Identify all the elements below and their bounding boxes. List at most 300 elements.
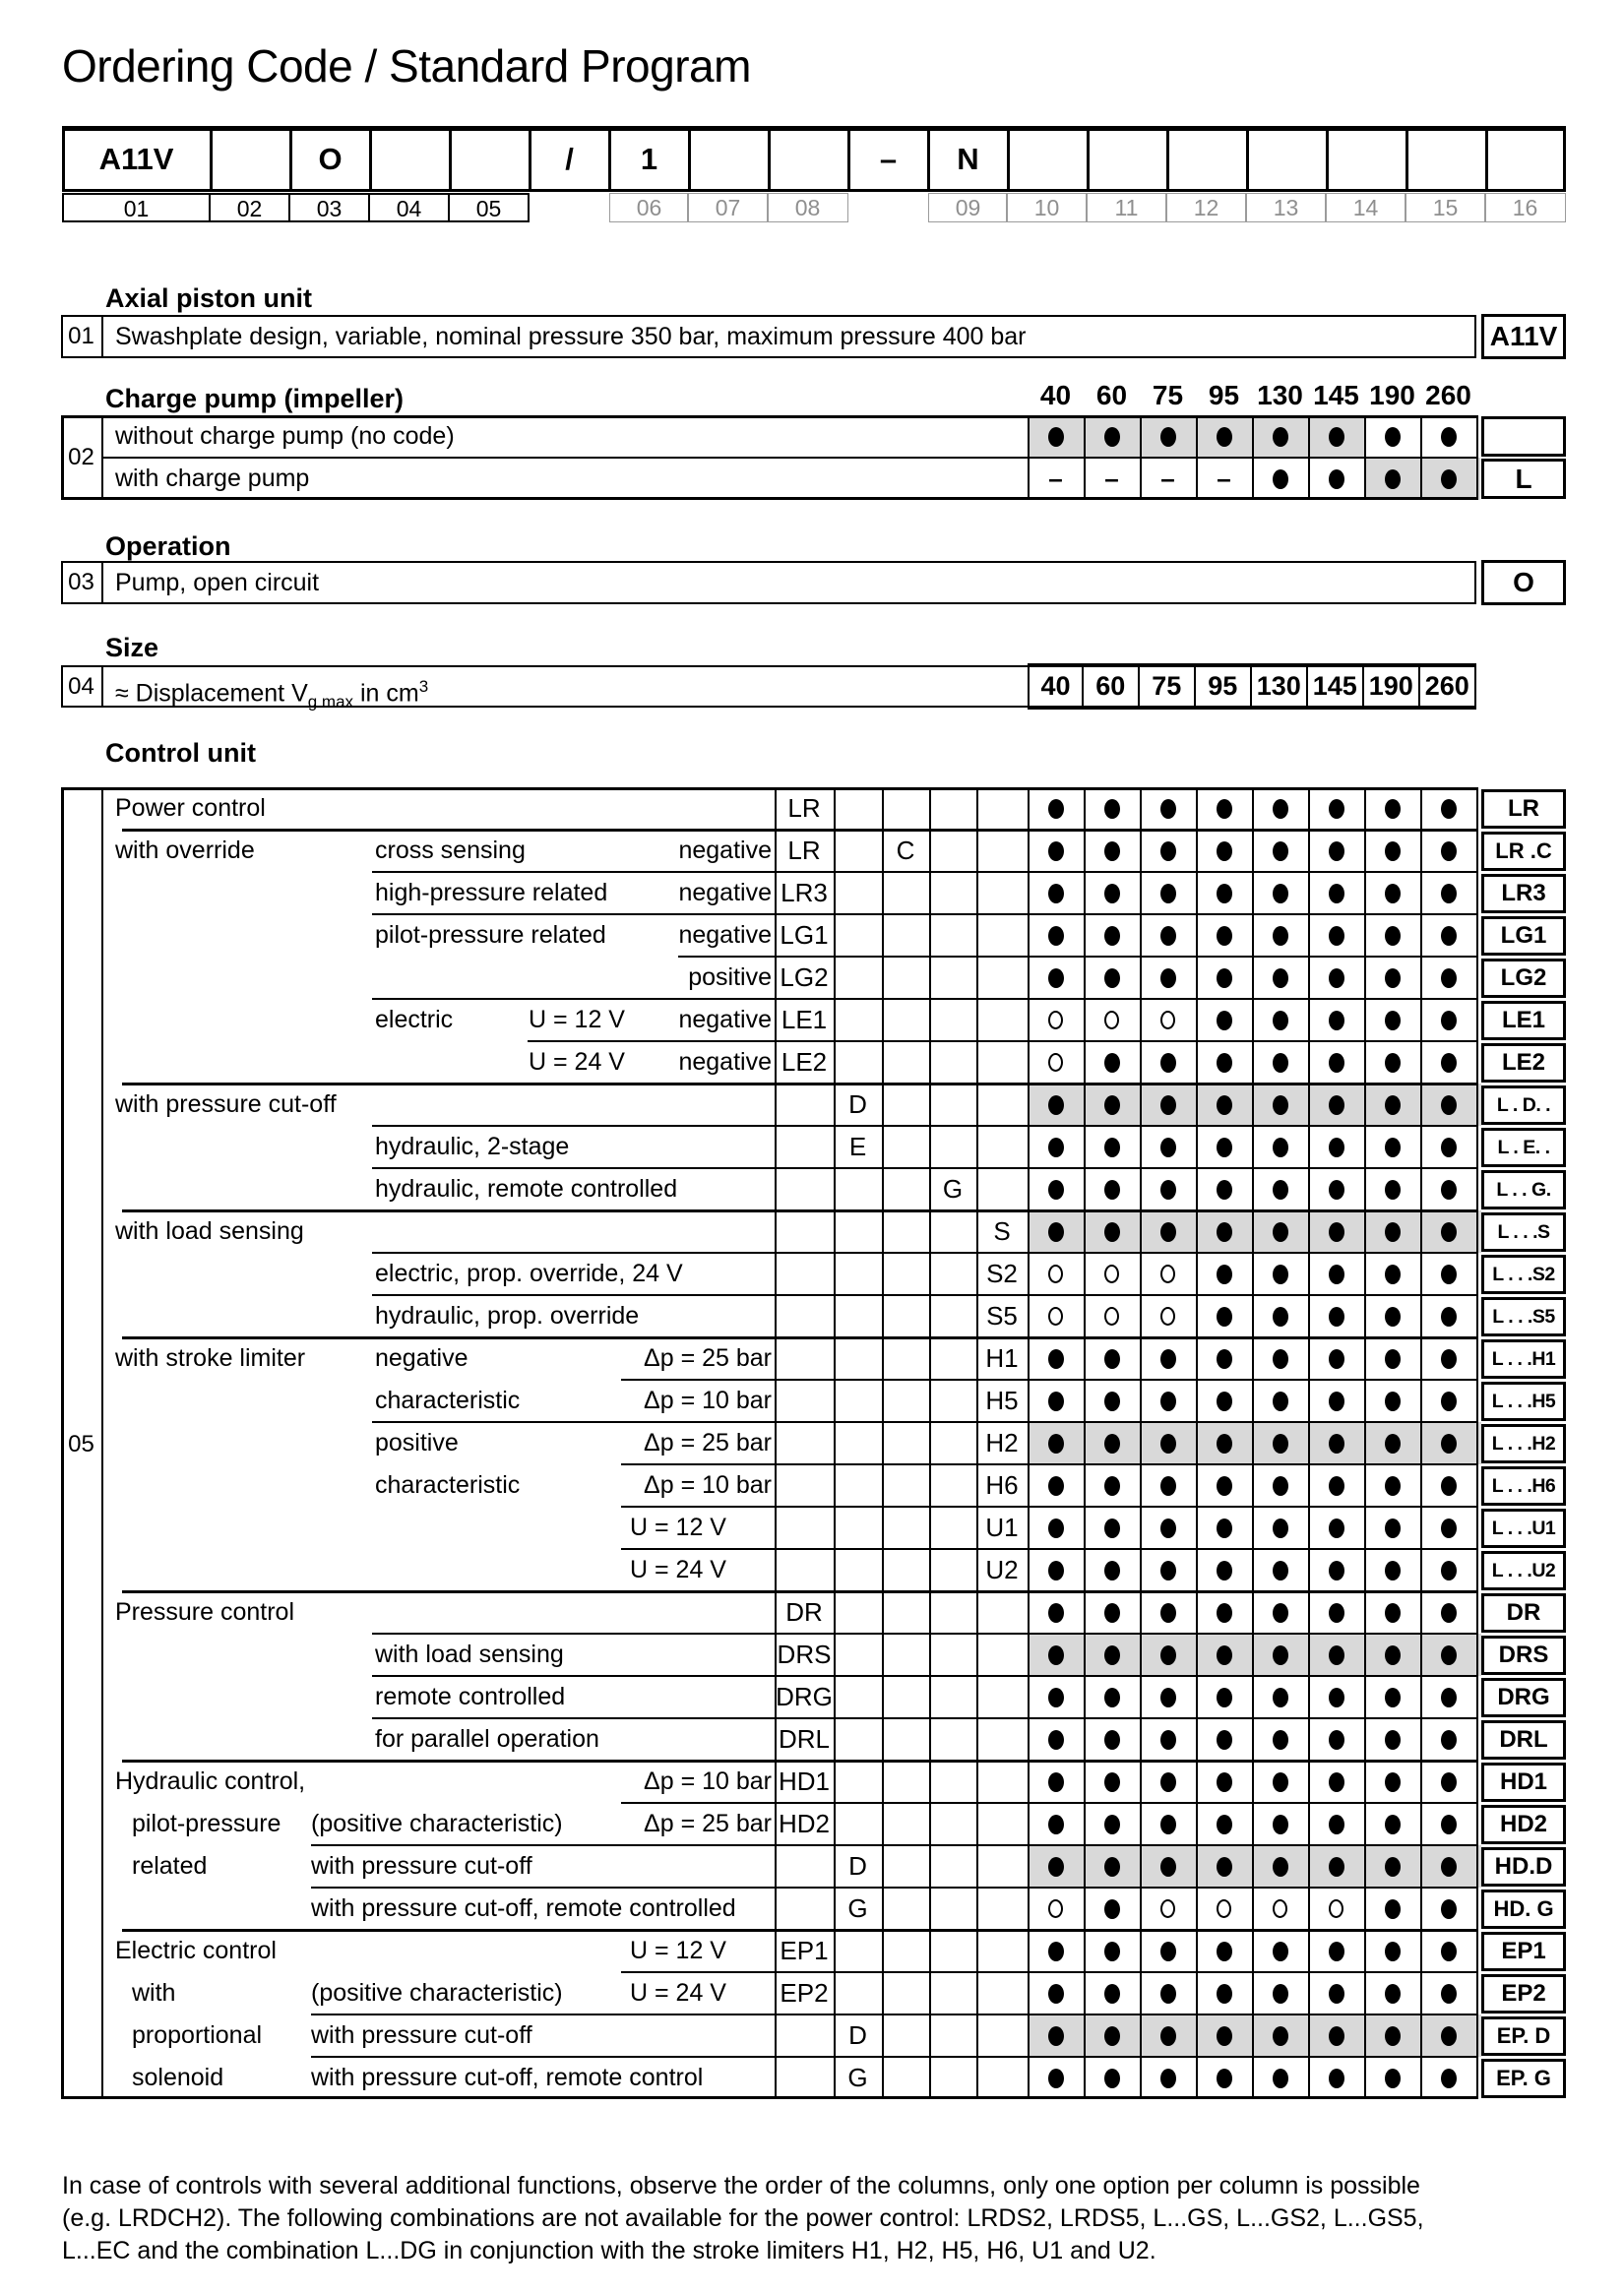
ordering-code-cell [1167, 128, 1247, 191]
code-col-divider [1028, 787, 1030, 2099]
control-code-letter: LR3 [781, 878, 828, 907]
model-code-cell: EP. D [1481, 2016, 1566, 2056]
availability-dash: – [1217, 464, 1231, 493]
control-desc-level2: with pressure cut-off [311, 1852, 532, 1880]
availability-filled-dot [1160, 799, 1176, 819]
availability-filled-dot [1048, 1815, 1064, 1834]
availability-open-dot [1104, 1265, 1119, 1283]
model-code-cell: L . . .S2 [1481, 1255, 1566, 1294]
availability-filled-dot [1273, 1307, 1288, 1327]
availability-filled-dot [1441, 1053, 1457, 1073]
size-column-header: 260 [1425, 380, 1471, 410]
availability-filled-dot [1217, 1138, 1232, 1157]
model-code-cell: HD.D [1481, 1847, 1566, 1887]
availability-filled-dot [1385, 926, 1401, 946]
row-size [61, 665, 1566, 712]
availability-filled-dot [1273, 1011, 1288, 1030]
row-shading [1028, 1210, 1481, 1253]
model-code-cell: L . . .H6 [1481, 1466, 1566, 1506]
control-desc-level1: solenoid [132, 2064, 224, 2091]
size-col-divider [1420, 787, 1422, 2099]
control-desc-characteristic: Δp = 10 bar [644, 1767, 772, 1795]
availability-filled-dot [1217, 1603, 1232, 1623]
availability-filled-dot [1048, 1180, 1064, 1200]
control-desc-level1: with stroke limiter [115, 1344, 306, 1372]
availability-filled-dot [1048, 1349, 1064, 1369]
availability-filled-dot [1160, 1476, 1176, 1496]
availability-filled-dot [1217, 1942, 1232, 1961]
row-shading [1028, 1422, 1481, 1464]
ordering-code-position-number: 16 [1484, 193, 1566, 222]
availability-open-dot [1048, 1899, 1063, 1918]
availability-filled-dot [1048, 1942, 1064, 1961]
availability-filled-dot [1104, 884, 1120, 903]
availability-filled-dot [1441, 1984, 1457, 2004]
availability-open-dot [1160, 1011, 1175, 1029]
control-desc-characteristic: Δp = 25 bar [644, 1810, 772, 1837]
control-desc-level2: with load sensing [375, 1641, 564, 1668]
control-desc-level1: pilot-pressure [132, 1810, 281, 1837]
model-code-cell: LR .C [1481, 832, 1566, 871]
row-operation [61, 561, 1566, 604]
availability-filled-dot [1217, 1180, 1232, 1200]
availability-filled-dot [1329, 1011, 1344, 1030]
section-heading-control-unit: Control unit [105, 738, 256, 768]
availability-open-dot [1273, 1899, 1287, 1918]
availability-filled-dot [1217, 1222, 1232, 1242]
availability-filled-dot [1273, 1645, 1288, 1665]
availability-filled-dot [1385, 427, 1401, 447]
availability-filled-dot [1273, 1984, 1288, 2004]
model-code-cell: L . . G. [1481, 1170, 1566, 1209]
model-code-cell: HD1 [1481, 1763, 1566, 1802]
availability-filled-dot [1273, 2026, 1288, 2046]
availability-filled-dot [1160, 1815, 1176, 1834]
availability-filled-dot [1329, 1265, 1344, 1284]
availability-filled-dot [1048, 1434, 1064, 1454]
size-desc-superscript: 3 [418, 677, 429, 696]
availability-filled-dot [1104, 1434, 1120, 1454]
model-code-cell: L . . .S5 [1481, 1297, 1566, 1336]
size-header-row [61, 380, 1566, 411]
control-desc-level1: with pressure cut-off [115, 1090, 337, 1118]
ordering-code-position-number: 04 [368, 193, 450, 222]
availability-filled-dot [1441, 1772, 1457, 1792]
availability-filled-dot [1385, 1476, 1401, 1496]
control-code-letter: DR [785, 1597, 823, 1627]
row-rule [528, 1040, 1476, 1042]
availability-filled-dot [1441, 968, 1457, 988]
ordering-code-position-number: 05 [448, 193, 530, 222]
availability-filled-dot [1385, 2026, 1401, 2046]
control-desc-level1: with load sensing [115, 1217, 304, 1245]
ordering-code-cell [1406, 128, 1486, 191]
control-code-letter: LG2 [780, 962, 829, 992]
size-value-box: 95 [1194, 663, 1253, 710]
availability-filled-dot [1217, 1349, 1232, 1369]
availability-filled-dot [1104, 1138, 1120, 1157]
availability-filled-dot [1329, 1645, 1344, 1665]
size-column-header: 190 [1369, 380, 1415, 410]
ordering-code-position-number: 15 [1405, 193, 1486, 222]
availability-filled-dot [1329, 926, 1344, 946]
size-column-header: 40 [1039, 380, 1072, 410]
availability-filled-dot [1273, 884, 1288, 903]
availability-filled-dot [1217, 799, 1232, 819]
model-code-cell: LR [1481, 789, 1566, 829]
row-number: 01 [68, 323, 94, 349]
control-code-letter: G [942, 1174, 964, 1204]
availability-filled-dot [1385, 1857, 1401, 1877]
ordering-code-position-number: 08 [767, 193, 848, 222]
availability-filled-dot [1329, 841, 1344, 861]
availability-filled-dot [1441, 1942, 1457, 1961]
availability-filled-dot [1160, 1518, 1176, 1538]
control-code-letter: LE1 [781, 1005, 828, 1034]
availability-filled-dot [1160, 1561, 1176, 1580]
availability-filled-dot [1217, 1307, 1232, 1327]
availability-filled-dot [1385, 1561, 1401, 1580]
control-desc-characteristic: negative [678, 921, 772, 949]
control-desc-level2: characteristic [375, 1387, 521, 1414]
row-description: Swashplate design, variable, nominal pressure 350 bar, maximum pressure 400 bar [115, 323, 1027, 350]
availability-filled-dot [1329, 1095, 1344, 1115]
ordering-code-position-number: 07 [687, 193, 769, 222]
ordering-code-position-number: 03 [288, 193, 370, 222]
availability-filled-dot [1104, 1180, 1120, 1200]
ordering-code-cell [1088, 128, 1167, 191]
control-code-letter: D [848, 2020, 867, 2050]
availability-filled-dot [1441, 884, 1457, 903]
availability-filled-dot [1273, 968, 1288, 988]
model-code-cell: HD. G [1481, 1890, 1566, 1929]
row-rule [122, 1336, 1476, 1339]
size-col-divider [1420, 415, 1422, 500]
availability-filled-dot [1048, 1857, 1064, 1877]
availability-filled-dot [1273, 1349, 1288, 1369]
control-desc-level2: for parallel operation [375, 1725, 599, 1753]
footer-line-1: In case of controls with several additional functions, observe the order of the columns, only one option per column is possible [62, 2172, 1420, 2200]
availability-filled-dot [1329, 1392, 1344, 1411]
control-code-letter: D [848, 1851, 867, 1881]
availability-open-dot [1329, 1899, 1343, 1918]
model-code-cell: LR3 [1481, 874, 1566, 913]
availability-filled-dot [1217, 1518, 1232, 1538]
model-code-cell: L . . .H5 [1481, 1382, 1566, 1421]
row-num-divider [101, 787, 103, 2099]
availability-filled-dot [1329, 1603, 1344, 1623]
availability-filled-dot [1273, 1518, 1288, 1538]
size-value-box: 40 [1028, 663, 1084, 710]
availability-filled-dot [1048, 968, 1064, 988]
control-code-letter: LR [787, 793, 821, 823]
control-code-letter: LG1 [780, 920, 829, 950]
control-desc-voltage: U = 24 V [529, 1048, 625, 1076]
availability-filled-dot [1329, 1349, 1344, 1369]
control-code-letter: H1 [985, 1343, 1019, 1373]
availability-filled-dot [1441, 1561, 1457, 1580]
size-value-box: 130 [1250, 663, 1309, 710]
section-heading-charge-pump: Charge pump (impeller) [105, 384, 405, 413]
control-desc-level2: cross sensing [375, 837, 526, 864]
section-heading-operation: Operation [105, 531, 231, 561]
control-desc-level1: proportional [132, 2021, 263, 2049]
availability-filled-dot [1217, 1561, 1232, 1580]
size-value-box: 260 [1418, 663, 1477, 710]
availability-filled-dot [1329, 1518, 1344, 1538]
availability-filled-dot [1104, 1095, 1120, 1115]
availability-filled-dot [1441, 469, 1457, 489]
availability-filled-dot [1217, 1688, 1232, 1707]
control-code-letter: EP1 [780, 1936, 829, 1965]
ordering-code-position-number: 11 [1086, 193, 1167, 222]
availability-filled-dot [1385, 1222, 1401, 1242]
control-code-letter: S [993, 1216, 1011, 1246]
availability-filled-dot [1329, 2069, 1344, 2088]
control-desc-level2: characteristic [375, 1471, 521, 1499]
availability-filled-dot [1160, 968, 1176, 988]
availability-filled-dot [1329, 1942, 1344, 1961]
availability-filled-dot [1385, 1772, 1401, 1792]
model-code-cell: L . . .S [1481, 1212, 1566, 1252]
availability-filled-dot [1160, 1349, 1176, 1369]
control-unit-table [61, 787, 1566, 2099]
availability-filled-dot [1273, 1434, 1288, 1454]
control-desc-level2: electric, prop. override, 24 V [375, 1260, 683, 1287]
row-number: 04 [68, 673, 94, 700]
availability-filled-dot [1048, 1095, 1064, 1115]
model-code-cell: DRG [1481, 1678, 1566, 1717]
availability-filled-dot [1160, 1222, 1176, 1242]
model-code-cell: HD2 [1481, 1805, 1566, 1844]
availability-filled-dot [1441, 1899, 1457, 1919]
row-shading [1028, 2014, 1481, 2057]
control-desc-level1: Pressure control [115, 1598, 295, 1626]
section-heading-size: Size [105, 633, 159, 662]
availability-dash: – [1104, 464, 1119, 493]
size-col-divider [1364, 415, 1366, 500]
row-rule [621, 1971, 1476, 1973]
availability-filled-dot [1273, 1392, 1288, 1411]
model-code-cell: EP2 [1481, 1974, 1566, 2014]
availability-filled-dot [1273, 469, 1288, 489]
availability-filled-dot [1329, 968, 1344, 988]
row-rule [372, 1421, 1476, 1423]
size-col-divider [1476, 787, 1478, 2099]
availability-filled-dot [1160, 884, 1176, 903]
availability-filled-dot [1217, 1772, 1232, 1792]
control-desc-level2: hydraulic, remote controlled [375, 1175, 678, 1203]
size-col-divider [1252, 787, 1254, 2099]
availability-filled-dot [1048, 1138, 1064, 1157]
availability-filled-dot [1273, 427, 1288, 447]
model-code-cell: LE2 [1481, 1043, 1566, 1083]
control-desc-level1: Hydraulic control, [115, 1767, 306, 1795]
availability-filled-dot [1217, 1857, 1232, 1877]
availability-dash: – [1160, 464, 1175, 493]
control-code-letter: HD2 [778, 1809, 830, 1838]
availability-filled-dot [1217, 1815, 1232, 1834]
availability-filled-dot [1160, 1942, 1176, 1961]
availability-filled-dot [1273, 1053, 1288, 1073]
control-desc-level1: with [132, 1979, 176, 2007]
availability-filled-dot [1329, 1561, 1344, 1580]
availability-filled-dot [1217, 1392, 1232, 1411]
control-desc-voltage: U = 24 V [630, 1979, 726, 2007]
availability-filled-dot [1441, 1180, 1457, 1200]
availability-filled-dot [1329, 799, 1344, 819]
availability-filled-dot [1160, 2069, 1176, 2088]
availability-filled-dot [1104, 1349, 1120, 1369]
availability-filled-dot [1441, 1688, 1457, 1707]
row-num-divider [101, 315, 103, 358]
availability-filled-dot [1385, 1392, 1401, 1411]
availability-filled-dot [1441, 1095, 1457, 1115]
row-number: 02 [68, 444, 94, 470]
control-desc-level2: with pressure cut-off, remote control [311, 2064, 704, 2091]
control-code-letter: HD1 [778, 1766, 830, 1796]
availability-filled-dot [1441, 2026, 1457, 2046]
row-shading [1028, 1634, 1481, 1676]
control-desc-voltage: U = 12 V [529, 1006, 625, 1033]
model-code-cell: LG1 [1481, 916, 1566, 956]
size-col-divider [1252, 415, 1254, 500]
availability-filled-dot [1385, 1180, 1401, 1200]
section-heading-axial-piston-unit: Axial piston unit [105, 283, 313, 313]
charge-pump-option-label: with charge pump [115, 465, 310, 492]
ordering-code-position-number: 01 [62, 193, 211, 222]
availability-filled-dot [1273, 841, 1288, 861]
row-shading [1028, 1845, 1481, 1888]
availability-filled-dot [1385, 469, 1401, 489]
availability-filled-dot [1048, 799, 1064, 819]
ordering-code-strip [62, 126, 1566, 224]
charge-pump-code-box [1481, 416, 1566, 457]
availability-filled-dot [1217, 968, 1232, 988]
code-col-divider [929, 787, 931, 2099]
availability-filled-dot [1273, 1688, 1288, 1707]
availability-filled-dot [1329, 1138, 1344, 1157]
availability-filled-dot [1441, 1307, 1457, 1327]
availability-filled-dot [1048, 926, 1064, 946]
model-code-cell: L . E. . [1481, 1128, 1566, 1167]
availability-filled-dot [1048, 1392, 1064, 1411]
ordering-code-cell [1486, 128, 1566, 191]
availability-filled-dot [1441, 1857, 1457, 1877]
size-column-header: 130 [1257, 380, 1303, 410]
control-code-letter: LE2 [781, 1047, 828, 1077]
size-col-divider [1364, 787, 1366, 2099]
availability-filled-dot [1385, 799, 1401, 819]
model-code-cell: DRS [1481, 1636, 1566, 1675]
availability-filled-dot [1329, 1222, 1344, 1242]
availability-filled-dot [1104, 1645, 1120, 1665]
availability-filled-dot [1385, 1307, 1401, 1327]
availability-filled-dot [1160, 1053, 1176, 1073]
availability-open-dot [1217, 1899, 1231, 1918]
availability-open-dot [1160, 1899, 1175, 1918]
availability-filled-dot [1329, 1815, 1344, 1834]
availability-filled-dot [1329, 1984, 1344, 2004]
availability-filled-dot [1329, 1434, 1344, 1454]
availability-filled-dot [1441, 1392, 1457, 1411]
availability-filled-dot [1441, 427, 1457, 447]
row-code-box: A11V [1481, 314, 1566, 359]
size-column-header: 95 [1208, 380, 1240, 410]
availability-filled-dot [1329, 1772, 1344, 1792]
control-code-letter: D [848, 1089, 867, 1119]
availability-filled-dot [1273, 1476, 1288, 1496]
row-num-divider [101, 415, 103, 500]
availability-filled-dot [1048, 1476, 1064, 1496]
control-desc-level2: pilot-pressure related [375, 921, 606, 949]
availability-filled-dot [1385, 1434, 1401, 1454]
availability-filled-dot [1160, 1772, 1176, 1792]
size-desc-subscript: g max [307, 692, 354, 712]
availability-filled-dot [1385, 1138, 1401, 1157]
control-desc-characteristic: Δp = 10 bar [644, 1387, 772, 1414]
availability-filled-dot [1385, 1053, 1401, 1073]
control-code-letter: H5 [985, 1386, 1019, 1415]
availability-filled-dot [1160, 926, 1176, 946]
availability-filled-dot [1441, 1138, 1457, 1157]
availability-open-dot [1160, 1307, 1175, 1326]
availability-filled-dot [1160, 1603, 1176, 1623]
availability-filled-dot [1160, 1434, 1176, 1454]
availability-filled-dot [1160, 1392, 1176, 1411]
model-code-cell: LE1 [1481, 1001, 1566, 1040]
availability-filled-dot [1273, 1222, 1288, 1242]
control-desc-level1: related [132, 1852, 208, 1880]
model-code-cell: L . D. . [1481, 1085, 1566, 1125]
availability-filled-dot [1104, 1392, 1120, 1411]
availability-filled-dot [1104, 1772, 1120, 1792]
ordering-code-position-number: 10 [1006, 193, 1088, 222]
ordering-code-cell: N [957, 142, 979, 176]
availability-filled-dot [1217, 2026, 1232, 2046]
control-code-letter: DRG [776, 1682, 833, 1711]
availability-filled-dot [1329, 1730, 1344, 1750]
availability-filled-dot [1160, 1730, 1176, 1750]
size-value-box: 145 [1306, 663, 1365, 710]
availability-filled-dot [1273, 1180, 1288, 1200]
availability-filled-dot [1104, 1857, 1120, 1877]
availability-filled-dot [1104, 427, 1120, 447]
ordering-code-cell [450, 128, 530, 191]
availability-filled-dot [1048, 427, 1064, 447]
availability-filled-dot [1160, 1645, 1176, 1665]
availability-filled-dot [1217, 1730, 1232, 1750]
availability-filled-dot [1273, 1095, 1288, 1115]
ordering-code-position-number: 02 [209, 193, 290, 222]
availability-filled-dot [1329, 1688, 1344, 1707]
row-description [115, 665, 428, 722]
availability-filled-dot [1441, 1476, 1457, 1496]
availability-filled-dot [1273, 1942, 1288, 1961]
availability-filled-dot [1329, 1307, 1344, 1327]
row-shading [1028, 1084, 1481, 1126]
charge-pump-code-box: L [1481, 459, 1566, 499]
availability-filled-dot [1273, 1730, 1288, 1750]
availability-filled-dot [1329, 884, 1344, 903]
control-desc-level1: with override [115, 837, 255, 864]
availability-filled-dot [1160, 427, 1176, 447]
row-description: Pump, open circuit [115, 569, 320, 596]
control-desc-characteristic: negative [678, 879, 772, 906]
availability-filled-dot [1160, 1138, 1176, 1157]
availability-filled-dot [1104, 1899, 1120, 1919]
availability-filled-dot [1441, 1434, 1457, 1454]
